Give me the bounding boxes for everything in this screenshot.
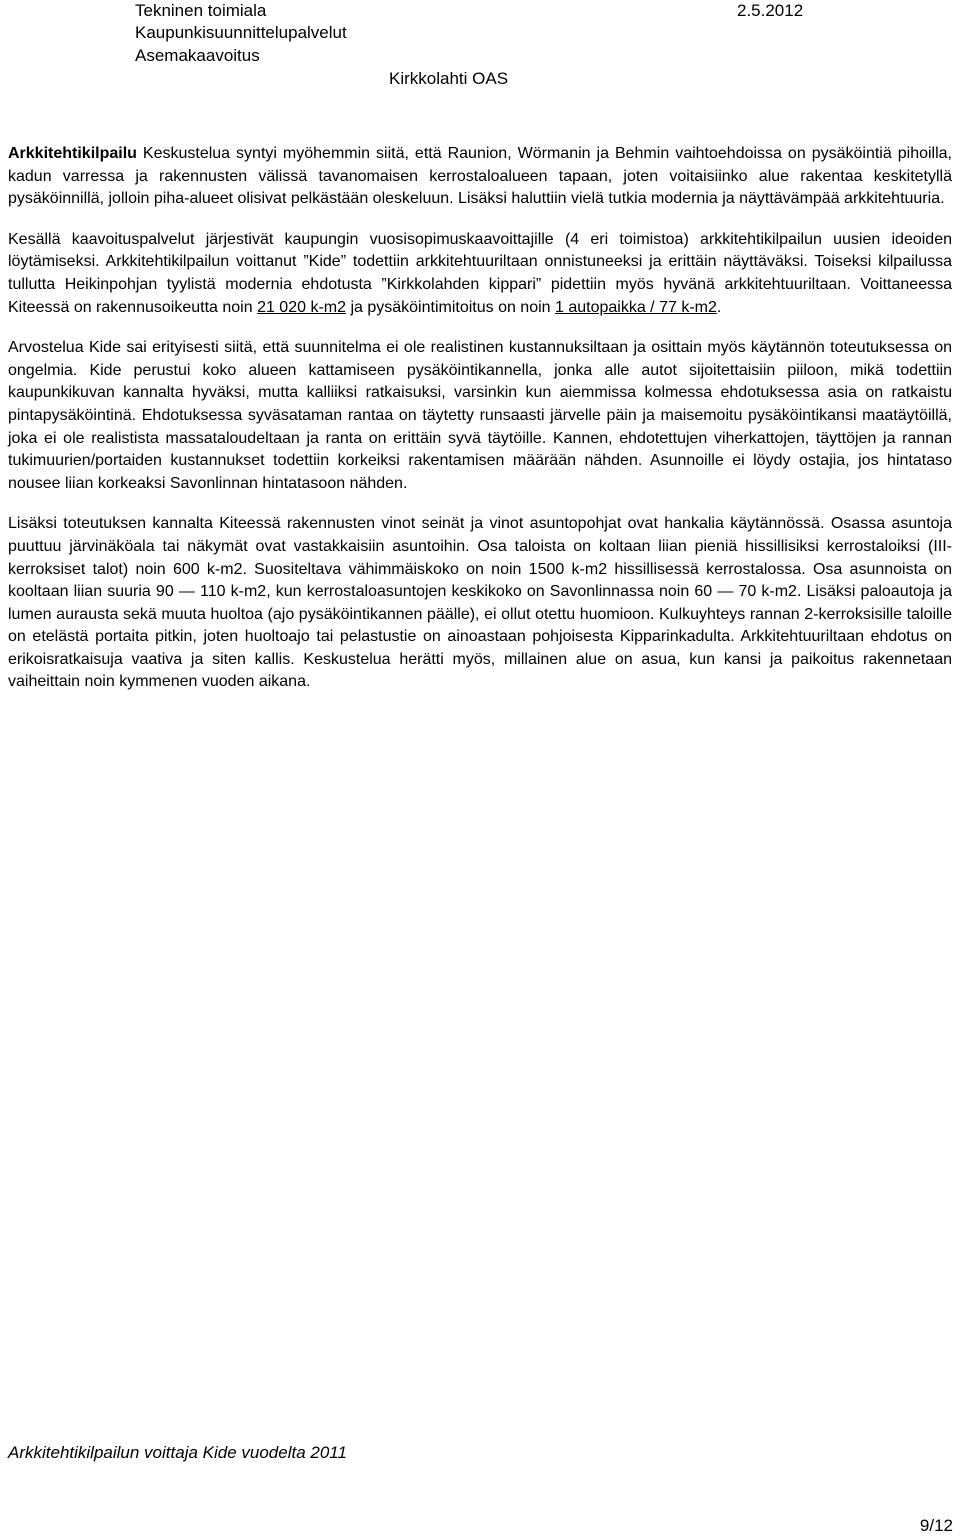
- header-unit: Asemakaavoitus: [135, 46, 260, 65]
- building-rights-value: 21 020 k-m2: [257, 298, 346, 316]
- paragraph-competition: [8, 143, 952, 211]
- paragraph-lead-heading: Arkkitehtikilpailu: [8, 145, 137, 162]
- header-department: Tekninen toimiala: [135, 1, 267, 20]
- parking-ratio-value: 1 autopaikka / 77 k-m2: [555, 298, 717, 316]
- header-project: Kirkkolahti OAS: [389, 69, 509, 88]
- paragraph-text: Lisäksi toteutuksen kannalta Kiteessä rakennusten vinot seinät ja vinot asuntopohjat ovat hankalia käytännössä. Osassa asuntoja puuttuu järvinäköala tai näkymät ovat vastakkaisiin asuntoihin. Osa taloista on koltaan liian pieniä hissillisiksi kerrostaloiksi (III-kerroksiset talot) noin 600 k-m2. Suositeltava vähimmäiskoko on noin 1500 k-m2 hissillisessä kerrostalossa. Osa asunnoista on kooltaan liian suuria 90 — 110 k-m2, kun kerrostaloasuntojen keskikoko on Savonlinnassa noin 60 — 70 k-m2. Lisäksi paloautoja ja lumen auraustа sekä muuta huoltoa (ajo pysäköintikannen päälle), ei ollut otettu huomioon. Kulkuyhteys rannan 2-kerroksisille taloille on etelästä portaita pitkin, joten huoltoajo tai pelastustie on ainoastaan pohjoisesta Kipparinkadulta. Arkkitehtuuriltaan ehdotus on erikoisratkaisuja vaativa ja siten kallis. Keskustelua herätti myös, millainen alue on asua, kun kansi ja paikoitus rakennetaan vaiheittain noin kymmenen vuoden aikana.: [8, 515, 952, 691]
- page-number: 9/12: [919, 1516, 953, 1535]
- paragraph-text: Keskustelua syntyi myöhemmin siitä, että Raunion, Wörmanin ja Behmin vaihtoehdoissa on pysäköintiä pihoilla, kadun varressa ja rakennusten välissä tavanomaisen kerrostaloalueen tapaan, joten voitaisiinko alue rakentaa keskitetyllä pysäköinnillä, jolloin piha-alueet olisivat pelkästään oleskeluun. Lisäksi haluttiin vielä tutkia modernia ja näyttävämpää arkkitehtuuria.: [8, 145, 952, 208]
- paragraph-implementation: [8, 513, 952, 694]
- paragraph-criticism: [8, 337, 952, 495]
- paragraph-text-end: .: [716, 298, 722, 316]
- paragraph-text: Arvostelua Kide sai erityisesti siitä, että suunnitelma ei ole realistinen kustannuksiltaan ja osittain myös käytännön toteutuksessa on ongelmia. Kide perustui koko alueen kattamiseen pysäköintikannella, jonka alle autot sijoitettaisiin piiloon, mikä todettiin kaupunkikuvan kannalta hyväksi, mutta kalliiksi ratkaisuksi, varsinkin kun aiemmissa kolmessa ehdotuksessa asia on ratkaistu pintapysäköintinä. Ehdotuksessa syväsataman rantaa on täytetty runsaasti järvelle päin ja maisemoitu pysäköintikansi maatäytöillä, joka ei ole realistista massataloudeltaan ja ranta on erittäin syvä täytöille. Kannen, ehdotettujen viherkattojen, täyttöjen ja rannan tukimuurien/portaiden kustannukset todettiin korkeiksi rakentamisen määrään nähden. Asunnoille ei löydy ostajia, jos hintataso nousee liian korkeaksi Savonlinnan hintatasoon nähden.: [8, 339, 952, 492]
- figure-caption: Arkkitehtikilpailun voittaja Kide vuodelta 2011: [8, 1443, 347, 1462]
- paragraph-text-middle: ja pysäköintimitoitus on noin: [346, 298, 555, 316]
- paragraph-text: Kesällä kaavoituspalvelut järjestivät kaupungin vuosisopimuskaavoittajille (4 eri toimistoa) arkkitehtikilpailun uusien ideoiden löytämiseksi. Arkkitehtikilpailun voittanut ”Kide” todettiin arkkitehtuuriltaan onnistuneeksi ja erittäin näyttäväksi. Toiseksi kilpailussa tullutta Heikinpohjan tyylistä modernia ehdotusta ”Kirkkolahden kippari” pidettiin myös hyvänä arkkitehtuuriltaan. Voittaneessa Kiteessä on rakennusoikeutta noin: [8, 230, 952, 316]
- paragraph-summer-competition: [8, 229, 952, 319]
- header-service: Kaupunkisuunnittelupalvelut: [135, 23, 347, 42]
- header-date: 2.5.2012: [737, 1, 804, 20]
- document-body: [8, 143, 952, 712]
- page-header: [0, 0, 960, 100]
